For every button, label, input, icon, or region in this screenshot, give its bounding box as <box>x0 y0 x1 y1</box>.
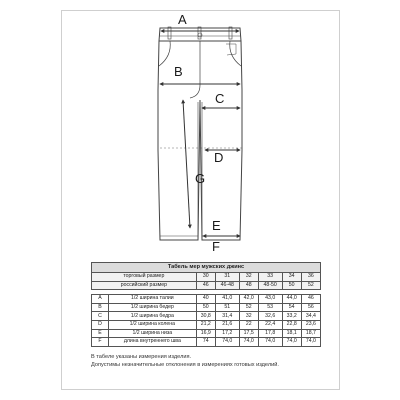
header-cell: 32 <box>239 273 258 282</box>
table-title: Табель мер мужских джинс <box>92 263 321 273</box>
table-cell: 43,0 <box>258 295 282 304</box>
header-cell: 31 <box>215 273 239 282</box>
header-cell: 50 <box>282 281 301 290</box>
row-label: длина внутреннего шва <box>109 338 197 347</box>
table-cell: 21,2 <box>196 320 215 329</box>
header-cell: 46 <box>196 281 215 290</box>
table-cell: 16,9 <box>196 329 215 338</box>
table-cell: 23,6 <box>301 320 320 329</box>
table-row-e <box>92 329 321 338</box>
table-cell: 18,7 <box>301 329 320 338</box>
header-label: российский размер <box>92 281 197 290</box>
table-cell: 41,0 <box>215 295 239 304</box>
table-cell: 34,4 <box>301 312 320 321</box>
table-cell: 44,0 <box>282 295 301 304</box>
label-d: D <box>214 150 224 165</box>
label-c: C <box>215 91 225 106</box>
table-cell: 54 <box>282 303 301 312</box>
table-cell: 56 <box>301 303 320 312</box>
row-label: 1/2 ширина бедра <box>109 312 197 321</box>
header-cell: 33 <box>258 273 282 282</box>
header-cell: 48 <box>239 281 258 290</box>
row-code: D <box>92 320 109 329</box>
table-cell: 53 <box>258 303 282 312</box>
table-cell: 21,6 <box>215 320 239 329</box>
size-table <box>91 262 321 347</box>
label-g: G <box>195 171 206 186</box>
header-row-trade-size <box>92 273 321 282</box>
row-label: 1/2 ширина низа <box>109 329 197 338</box>
header-cell: 48-50 <box>258 281 282 290</box>
table-cell: 50 <box>196 303 215 312</box>
row-label: 1/2 ширина талии <box>109 295 197 304</box>
table-cell: 32,6 <box>258 312 282 321</box>
table-row-b <box>92 303 321 312</box>
header-label: торговый размер <box>92 273 197 282</box>
label-e: E <box>212 218 221 233</box>
table-row-c <box>92 312 321 321</box>
header-cell: 34 <box>282 273 301 282</box>
header-cell: 36 <box>301 273 320 282</box>
table-cell: 52 <box>239 303 258 312</box>
row-label: 1/2 ширина бедер <box>109 303 197 312</box>
table-cell: 31,4 <box>215 312 239 321</box>
table-cell: 74,0 <box>239 338 258 347</box>
row-code: B <box>92 303 109 312</box>
row-label: 1/2 ширина колена <box>109 320 197 329</box>
label-a: A <box>178 12 187 27</box>
header-cell: 46-48 <box>215 281 239 290</box>
row-code: F <box>92 338 109 347</box>
table-cell: 74,0 <box>258 338 282 347</box>
table-cell: 74,0 <box>215 338 239 347</box>
table-cell: 22,8 <box>282 320 301 329</box>
table-cell: 51 <box>215 303 239 312</box>
header-row-russian-size <box>92 281 321 290</box>
footnote-tolerance: Допустимы незначительные отклонения в измерениях готовых изделий. <box>91 362 279 368</box>
table-cell: 17,5 <box>239 329 258 338</box>
table-cell: 22,4 <box>258 320 282 329</box>
table-cell: 33,2 <box>282 312 301 321</box>
table-cell: 42,0 <box>239 295 258 304</box>
table-cell: 32 <box>239 312 258 321</box>
table-cell: 18,1 <box>282 329 301 338</box>
table-cell: 40 <box>196 295 215 304</box>
label-b: B <box>174 64 183 79</box>
table-row-f <box>92 338 321 347</box>
table-cell: 74,0 <box>282 338 301 347</box>
row-code: A <box>92 295 109 304</box>
table-cell: 17,8 <box>258 329 282 338</box>
row-code: C <box>92 312 109 321</box>
label-f: F <box>212 239 220 254</box>
table-cell: 30,8 <box>196 312 215 321</box>
table-cell: 74 <box>196 338 215 347</box>
table-row-a <box>92 295 321 304</box>
footnote-measurements: В табелe указаны измерения изделия. <box>91 354 192 360</box>
jeans-outline <box>158 27 242 240</box>
header-cell: 52 <box>301 281 320 290</box>
row-code: E <box>92 329 109 338</box>
table-cell: 17,2 <box>215 329 239 338</box>
table-cell: 74,0 <box>301 338 320 347</box>
table-cell: 22 <box>239 320 258 329</box>
table-row-d <box>92 320 321 329</box>
header-cell: 30 <box>196 273 215 282</box>
footnotes <box>91 353 279 369</box>
table-cell: 46 <box>301 295 320 304</box>
